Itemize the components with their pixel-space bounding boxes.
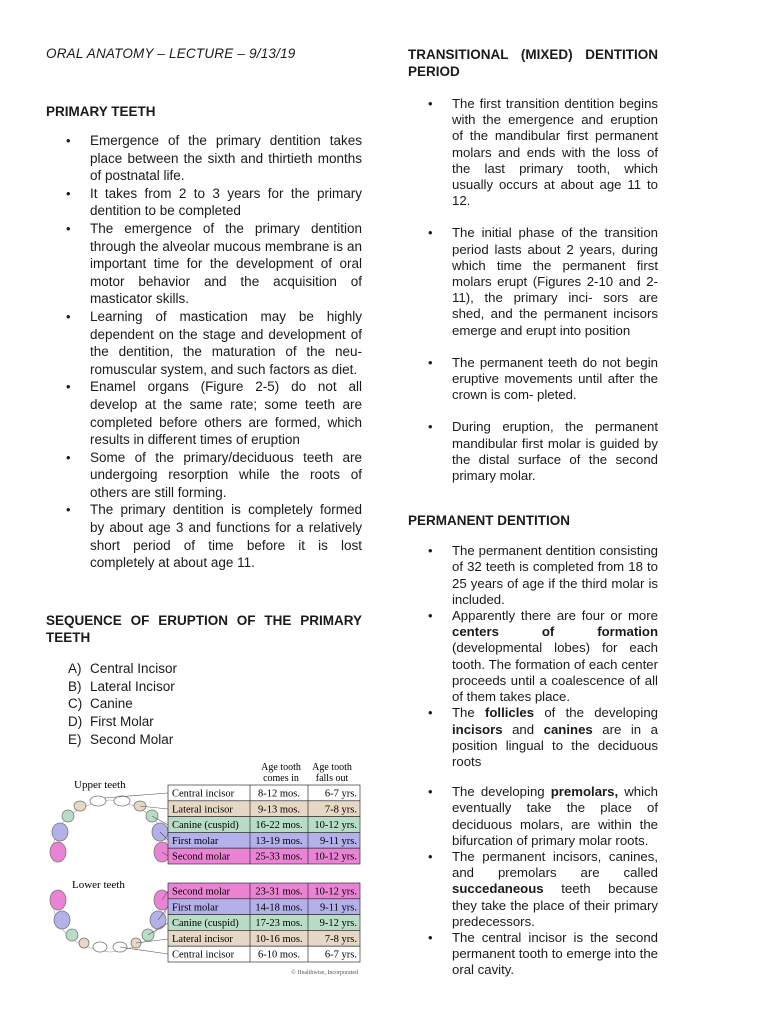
table-row: [168, 801, 360, 817]
list-item: • The emergence of the primary dentition through the alveolar mucous membrane is an important time for the development of oral motor behavior and the acquisition of masticator skills.: [46, 220, 362, 308]
age-falls-out: 10-12 yrs.: [314, 886, 357, 898]
list-item: B) Lateral Incisor: [68, 678, 175, 694]
age-comes-in: 16-22 mos.: [255, 820, 303, 832]
list-item: • The developing premolars, which eventually take the place of deciduous molars, are within the bifurcation of primary molar roots.: [408, 784, 658, 849]
upper-teeth-table: [168, 785, 360, 864]
tooth-name: Canine (cuspid): [172, 820, 239, 832]
list-item: • The permanent teeth do not begin eruptive movements until after the crown is com- pleted.: [408, 355, 658, 404]
age-comes-in: 17-23 mos.: [255, 918, 303, 930]
tooth-name: First molar: [172, 835, 219, 847]
tooth-name: Lateral incisor: [172, 933, 233, 945]
tooth-name: First molar: [172, 902, 219, 914]
tooth-name: Second molar: [172, 886, 231, 898]
chart-credit: © Healthwise, Incorporated: [291, 970, 358, 976]
tooth-eruption-chart: [46, 760, 366, 978]
age-comes-in: 25-33 mos.: [255, 851, 303, 863]
primary-teeth-heading: PRIMARY TEETH: [46, 104, 156, 119]
age-falls-out: 10-12 yrs.: [314, 851, 357, 863]
sequence-heading: SEQUENCE OF ERUPTION OF THE PRIMARY TEETH: [46, 612, 362, 645]
lower-teeth-table: [168, 883, 360, 962]
header-falls-out: Age tooth: [312, 762, 352, 773]
lower-teeth-label: Lower teeth: [72, 879, 125, 891]
table-row: [168, 946, 360, 962]
age-falls-out: 6-7 yrs.: [324, 788, 357, 800]
age-comes-in: 9-13 mos.: [258, 804, 300, 816]
upper-teeth-label: Upper teeth: [74, 779, 126, 791]
table-row: [168, 899, 360, 915]
age-comes-in: 6-10 mos.: [258, 949, 300, 961]
table-row: [168, 785, 360, 801]
list-item: C) Canine: [68, 696, 133, 712]
list-item: • The initial phase of the transition period lasts about 2 years, during which time the permanent first molars erupt (Figures 2-10 and 2-11), the primary inci- sors are shed, and the permanent incisors emerge and erupt into position: [408, 225, 658, 338]
list-item: • The permanent incisors, canines, and premolars are called succedaneous teeth because they take the place of their primary predecessors.: [408, 849, 658, 930]
list-item: • It takes from 2 to 3 years for the primary dentition to be completed: [46, 185, 362, 220]
header-comes-in: Age tooth: [261, 762, 301, 773]
tooth-name: Second molar: [172, 851, 231, 863]
transitional-list: [408, 96, 658, 484]
tooth-name: Central incisor: [172, 788, 235, 800]
tooth-name: Lateral incisor: [172, 804, 233, 816]
header-falls-out-2: falls out: [315, 773, 349, 784]
list-item: • During eruption, the permanent mandibular first molar is guided by the distal surface of the second primary molar.: [408, 419, 658, 484]
list-item: • The primary dentition is completely formed by about age 3 and functions for a relatively short period of time before it is lost completely at about age 11.: [46, 501, 362, 571]
age-comes-in: 23-31 mos.: [255, 886, 303, 898]
list-item: D) First Molar: [68, 714, 154, 730]
list-item: • The follicles of the developing incisors and canines are in a position lingual to the deciduous roots: [408, 705, 658, 770]
list-item: • Enamel organs (Figure 2-5) do not all develop at the same rate; some teeth are completed before others are formed, which results in different times of eruption: [46, 378, 362, 448]
list-item: • The first transition dentition begins with the emergence and eruption of the mandibular first permanent molars and ends with the loss of the last primary tooth, which usually occurs at about age 11 to 12.: [408, 96, 658, 209]
age-falls-out: 6-7 yrs.: [324, 949, 357, 961]
lower-arch-illustration: [50, 890, 170, 952]
left-column: [46, 40, 362, 749]
table-row: [168, 915, 360, 931]
right-column: [408, 40, 658, 979]
age-comes-in: 13-19 mos.: [255, 835, 303, 847]
table-row: [168, 848, 360, 864]
age-falls-out: 10-12 yrs.: [314, 820, 357, 832]
primary-teeth-list: [46, 132, 362, 572]
age-comes-in: 8-12 mos.: [258, 788, 300, 800]
list-item: • The permanent dentition consisting of 32 teeth is completed from 18 to 25 years of age if the third molar is included.: [408, 543, 658, 608]
list-item: • Learning of mastication may be highly dependent on the stage and development of the dentition, the maturation of the neu- romuscular system, and such factors as diet.: [46, 308, 362, 378]
list-item: • Emergence of the primary dentition takes place between the sixth and thirtieth months of postnatal life.: [46, 132, 362, 185]
document-title: ORAL ANATOMY – LECTURE – 9/13/19: [46, 46, 296, 61]
header-comes-in-2: comes in: [263, 773, 299, 784]
table-row: [168, 930, 360, 946]
age-comes-in: 10-16 mos.: [255, 933, 303, 945]
age-falls-out: 7-8 yrs.: [324, 933, 357, 945]
tooth-name: Canine (cuspid): [172, 918, 239, 930]
list-item: E) Second Molar: [68, 732, 174, 748]
age-comes-in: 14-18 mos.: [255, 902, 303, 914]
permanent-list: [408, 543, 658, 978]
permanent-heading: PERMANENT DENTITION: [408, 513, 570, 529]
age-falls-out: 7-8 yrs.: [324, 804, 357, 816]
age-falls-out: 9-12 yrs.: [319, 918, 357, 930]
list-item: • Some of the primary/deciduous teeth are undergoing resorption while the roots of others are still forming.: [46, 449, 362, 502]
age-falls-out: 9-11 yrs.: [320, 835, 357, 847]
upper-arch-illustration: [50, 796, 170, 862]
age-falls-out: 9-11 yrs.: [320, 902, 357, 914]
transitional-heading: TRANSITIONAL (MIXED) DENTITION PERIOD: [408, 47, 658, 79]
tooth-name: Central incisor: [172, 949, 235, 961]
list-item: • The central incisor is the second permanent tooth to emerge into the oral cavity.: [408, 930, 658, 979]
list-item: • Apparently there are four or more centers of formation (developmental lobes) for each tooth. The formation of each center proceeds until a coalescence of all of them takes place.: [408, 608, 658, 705]
list-item: A) Central Incisor: [68, 660, 178, 676]
table-row: [168, 883, 360, 899]
table-row: [168, 832, 360, 848]
table-row: [168, 817, 360, 833]
sequence-list: [46, 660, 362, 749]
